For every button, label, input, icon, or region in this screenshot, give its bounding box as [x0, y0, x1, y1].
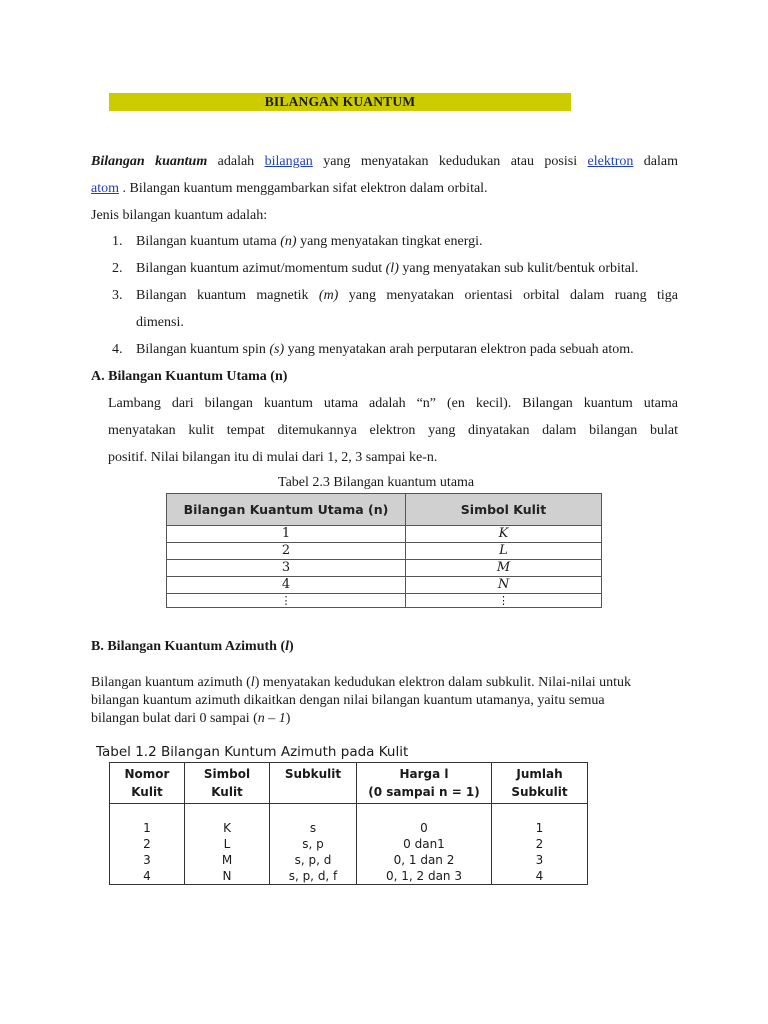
table-caption-azimuth: Tabel 1.2 Bilangan Kuntum Azimuth pada Kulit: [96, 744, 409, 760]
intro-text: dalam: [633, 154, 678, 169]
section-b-line-1: Bilangan kuantum azimuth (l) menyatakan kedudukan elektron dalam subkulit. Nilai-nilai untuk: [91, 675, 632, 690]
section-b-heading: B. Bilangan Kuantum Azimuth (l): [91, 639, 294, 654]
header-simbol-kulit: Simbol Kulit: [406, 494, 602, 526]
cell: 2: [110, 836, 185, 852]
section-a-line-2: menyatakan kulit tempat ditemukannya elektron yang dinyatakan dalam bilangan bulat: [108, 423, 678, 438]
list-item-2: Bilangan kuantum azimut/momentum sudut (l) yang menyatakan sub kulit/bentuk orbital.: [136, 261, 639, 276]
cell-n: 4: [167, 577, 406, 594]
section-a-line-1: Lambang dari bilangan kuantum utama adalah “n” (en kecil). Bilangan kuantum utama: [108, 396, 678, 411]
table-row: [167, 543, 602, 560]
intro-text: . Bilangan kuantum menggambarkan sifat elektron dalam orbital.: [119, 181, 488, 196]
cell: 3: [110, 852, 185, 868]
link-bilangan[interactable]: bilangan: [264, 154, 313, 169]
table-row: [167, 560, 602, 577]
intro-line-2: [91, 180, 488, 198]
intro-text: yang menyatakan kedudukan atau posisi: [312, 154, 588, 169]
cell: K: [185, 804, 270, 837]
header-harga-l: Harga l (0 sampai n = 1): [357, 763, 492, 804]
table-header-row: [110, 763, 588, 804]
cell-n: 2: [167, 543, 406, 560]
cell-symbol: M: [406, 560, 602, 577]
cell-symbol: L: [406, 543, 602, 560]
table-row: [167, 577, 602, 594]
cell: 0, 1, 2 dan 3: [357, 868, 492, 885]
cell: 1: [110, 804, 185, 837]
cell: N: [185, 868, 270, 885]
header-bilangan-kuantum-utama: Bilangan Kuantum Utama (n): [167, 494, 406, 526]
table-row: [167, 526, 602, 543]
cell: 0 dan1: [357, 836, 492, 852]
cell: s, p: [270, 836, 357, 852]
list-number: 2.: [112, 261, 123, 276]
header-simbol-kulit: Simbol Kulit: [185, 763, 270, 804]
jenis-label: Jenis bilangan kuantum adalah:: [91, 208, 268, 223]
table-caption-utama: Tabel 2.3 Bilangan kuantum utama: [278, 475, 475, 490]
table-header-row: [167, 494, 602, 526]
list-number: 4.: [112, 342, 123, 357]
list-number: 3.: [112, 288, 123, 303]
table-bilangan-utama: [166, 493, 602, 608]
cell-symbol: K: [406, 526, 602, 543]
cell: 2: [492, 836, 588, 852]
cell-n: 3: [167, 560, 406, 577]
list-item-4: Bilangan kuantum spin (s) yang menyatakan arah perputaran elektron pada sebuah atom.: [136, 342, 634, 357]
cell: M: [185, 852, 270, 868]
section-a-line-3: positif. Nilai bilangan itu di mulai dari 1, 2, 3 sampai ke-n.: [108, 450, 438, 465]
term-bilangan-kuantum: Bilangan kuantum: [91, 154, 208, 169]
table-row: [167, 594, 602, 608]
cell: 0, 1 dan 2: [357, 852, 492, 868]
cell: 0: [357, 804, 492, 837]
cell-symbol: N: [406, 577, 602, 594]
cell: s, p, d: [270, 852, 357, 868]
table-azimuth: [109, 762, 588, 885]
cell: s, p, d, f: [270, 868, 357, 885]
list-number: 1.: [112, 234, 123, 249]
list-item-3-cont: dimensi.: [136, 315, 184, 330]
table-row: [110, 868, 588, 885]
page-title: BILANGAN KUANTUM: [109, 93, 571, 111]
header-subkulit: Subkulit: [270, 763, 357, 804]
intro-text: adalah: [207, 154, 265, 169]
cell: s: [270, 804, 357, 837]
section-b-line-2: bilangan kuantum azimuth dikaitkan dengan nilai bilangan kuantum utamanya, yaitu semua: [91, 693, 605, 708]
link-atom[interactable]: atom: [91, 181, 119, 196]
cell: 3: [492, 852, 588, 868]
cell-symbol: ⋮: [406, 594, 602, 608]
table-row: [110, 804, 588, 837]
list-item-1: Bilangan kuantum utama (n) yang menyatakan tingkat energi.: [136, 234, 483, 249]
link-elektron[interactable]: elektron: [587, 154, 634, 169]
section-b-line-3: bilangan bulat dari 0 sampai (n – 1): [91, 711, 291, 726]
cell: 4: [110, 868, 185, 885]
intro-line-1: [91, 153, 678, 171]
list-item-3: Bilangan kuantum magnetik (m) yang menyatakan orientasi orbital dalam ruang tiga: [136, 288, 678, 303]
cell: 1: [492, 804, 588, 837]
cell: L: [185, 836, 270, 852]
cell: 4: [492, 868, 588, 885]
table-row: [110, 852, 588, 868]
header-jumlah-subkulit: Jumlah Subkulit: [492, 763, 588, 804]
header-nomor-kulit: Nomor Kulit: [110, 763, 185, 804]
cell-n: 1: [167, 526, 406, 543]
table-row: [110, 836, 588, 852]
cell-n: ⋮: [167, 594, 406, 608]
section-a-heading: A. Bilangan Kuantum Utama (n): [91, 369, 288, 384]
